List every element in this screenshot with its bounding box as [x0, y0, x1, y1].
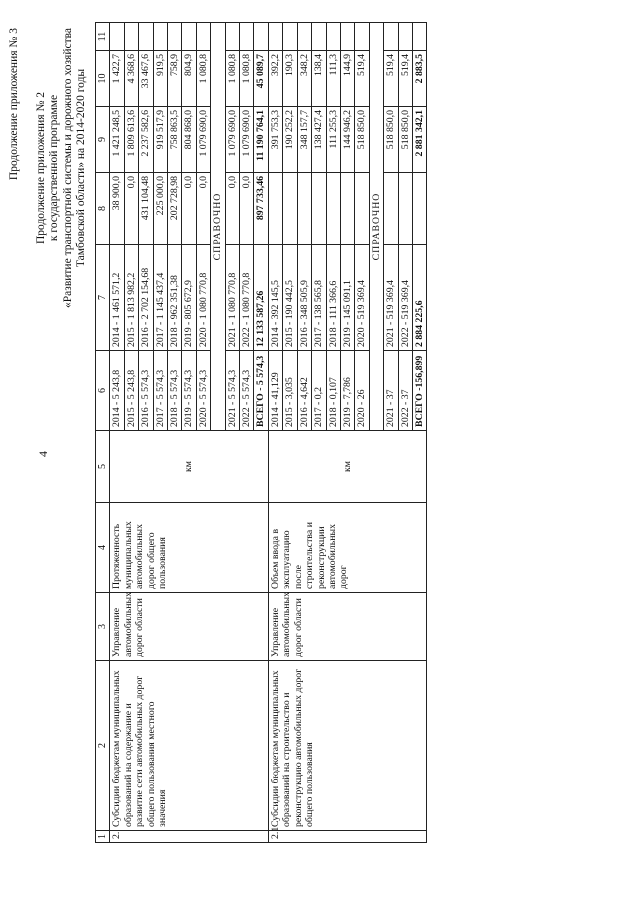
col-num: 3 — [96, 593, 110, 661]
extra-funding-cell — [268, 23, 282, 51]
total-funding-cell: 2 884 225,6 — [412, 245, 426, 351]
local-funding-cell: 144,9 — [340, 51, 354, 107]
federal-funding-cell: 225 000,0 — [153, 173, 167, 245]
indicator-value-cell: 2022 - 37 — [398, 351, 412, 431]
indicator-cell: Объем ввода в эксплуатацию после строительства и реконструкции автомобильных дорог — [268, 503, 426, 593]
total-funding-cell: 2015 - 1 813 982,2 — [124, 245, 138, 351]
extra-funding-cell — [110, 23, 124, 51]
total-funding-cell: 2014 - 392 145,5 — [268, 245, 282, 351]
federal-funding-cell — [398, 173, 412, 245]
local-funding-cell: 190,3 — [283, 51, 297, 107]
indicator-value-cell: 2021 - 5 574,3 — [225, 351, 239, 431]
regional-funding-cell: 1 079 690,0 — [196, 107, 210, 173]
measure-name-cell: Субсидии бюджетам муниципальных образований на строительство и реконструкцию автомобильных дорог общего пользования — [268, 661, 426, 831]
col-num: 8 — [96, 173, 110, 245]
total-funding-cell: 2016 - 348 505,9 — [297, 245, 311, 351]
indicator-value-cell: ВСЕГО -156,899 — [412, 351, 426, 431]
federal-funding-cell: 0,0 — [182, 173, 196, 245]
indicator-value-cell: 2018 - 5 574,3 — [168, 351, 182, 431]
federal-funding-cell: 431 104,48 — [139, 173, 153, 245]
header-line-2: Продолжение приложения № 2 — [35, 91, 48, 245]
extra-funding-cell — [384, 23, 398, 51]
regional-funding-cell: 391 753,3 — [268, 107, 282, 173]
extra-funding-cell — [340, 23, 354, 51]
federal-funding-cell: 38 900,0 — [110, 173, 124, 245]
col-num: 4 — [96, 503, 110, 593]
extra-funding-cell — [139, 23, 153, 51]
total-funding-cell: 2022 - 519 369,4 — [398, 245, 412, 351]
indicator-value-cell: 2022 - 5 574,3 — [240, 351, 254, 431]
regional-funding-cell: 1 079 690,0 — [240, 107, 254, 173]
regional-funding-cell: 2 237 582,6 — [139, 107, 153, 173]
federal-funding-cell: 0,0 — [196, 173, 210, 245]
regional-funding-cell: 348 157,7 — [297, 107, 311, 173]
header-line-1: Продолжение приложения № 3 — [8, 28, 20, 181]
col-num: 1 — [96, 831, 110, 843]
indicator-value-cell: 2015 - 5 243,8 — [124, 351, 138, 431]
total-funding-cell: 2017 - 138 565,8 — [312, 245, 326, 351]
indicator-value-cell: ВСЕГО - 5 574,3 — [254, 351, 268, 431]
total-funding-cell: 2014 - 1 461 571,2 — [110, 245, 124, 351]
local-funding-cell: 138,4 — [312, 51, 326, 107]
reference-label: СПРАВОЧНО — [211, 23, 225, 431]
local-funding-cell: 348,2 — [297, 51, 311, 107]
extra-funding-cell — [153, 23, 167, 51]
total-funding-cell: 2015 - 190 442,5 — [283, 245, 297, 351]
local-funding-cell: 4 368,6 — [124, 51, 138, 107]
col-num: 9 — [96, 107, 110, 173]
federal-funding-cell — [412, 173, 426, 245]
unit-cell: км — [268, 431, 426, 503]
extra-funding-cell — [168, 23, 182, 51]
extra-funding-cell — [355, 23, 369, 51]
col-num: 5 — [96, 431, 110, 503]
federal-funding-cell: 0,0 — [225, 173, 239, 245]
executor-cell: Управление автомобильных дорог области — [110, 593, 268, 661]
extra-funding-cell — [398, 23, 412, 51]
row-number-cell: 2.1 — [268, 831, 426, 843]
col-num: 2 — [96, 661, 110, 831]
local-funding-cell: 804,9 — [182, 51, 196, 107]
local-funding-cell: 919,5 — [153, 51, 167, 107]
regional-funding-cell: 919 517,9 — [153, 107, 167, 173]
regional-funding-cell: 2 881 342,1 — [412, 107, 426, 173]
local-funding-cell: 1 422,7 — [110, 51, 124, 107]
extra-funding-cell — [297, 23, 311, 51]
local-funding-cell: 758,9 — [168, 51, 182, 107]
col-num: 11 — [96, 23, 110, 51]
total-funding-cell: 2017 - 1 145 437,4 — [153, 245, 167, 351]
measure-name-cell: Субсидии бюджетам муниципальных образований на содержание и развитие сети автомобильных дорог общего пользования местного значения — [110, 661, 268, 831]
federal-funding-cell: 897 733,46 — [254, 173, 268, 245]
total-funding-cell: 2018 - 111 366,6 — [326, 245, 340, 351]
local-funding-cell: 519,4 — [355, 51, 369, 107]
local-funding-cell: 45 089,7 — [254, 51, 268, 107]
federal-funding-cell: 202 728,98 — [168, 173, 182, 245]
header-line-5: Тамбовской области» на 2014-2020 годы — [74, 68, 87, 268]
federal-funding-cell — [312, 173, 326, 245]
federal-funding-cell — [355, 173, 369, 245]
extra-funding-cell — [254, 23, 268, 51]
local-funding-cell: 519,4 — [384, 51, 398, 107]
local-funding-cell: 392,2 — [268, 51, 282, 107]
unit-cell: км — [110, 431, 268, 503]
federal-funding-cell — [340, 173, 354, 245]
regional-funding-cell: 1 421 248,5 — [110, 107, 124, 173]
indicator-value-cell: 2021 - 37 — [384, 351, 398, 431]
col-num: 7 — [96, 245, 110, 351]
regional-funding-cell: 190 252,2 — [283, 107, 297, 173]
extra-funding-cell — [326, 23, 340, 51]
regional-funding-cell: 804 868,0 — [182, 107, 196, 173]
table-row — [268, 23, 282, 843]
col-num: 10 — [96, 51, 110, 107]
executor-cell: Управление автомобильных дорог области — [268, 593, 426, 661]
indicator-value-cell: 2016 - 4,642 — [297, 351, 311, 431]
federal-funding-cell: 0,0 — [240, 173, 254, 245]
total-funding-cell: 2019 - 145 091,1 — [340, 245, 354, 351]
local-funding-cell: 1 080,8 — [196, 51, 210, 107]
col-num: 6 — [96, 351, 110, 431]
regional-funding-cell: 518 850,0 — [355, 107, 369, 173]
regional-funding-cell: 1 079 690,0 — [225, 107, 239, 173]
federal-funding-cell — [268, 173, 282, 245]
total-funding-cell: 2020 - 1 080 770,8 — [196, 245, 210, 351]
indicator-value-cell: 2016 - 5 574,3 — [139, 351, 153, 431]
local-funding-cell: 519,4 — [398, 51, 412, 107]
regional-funding-cell: 518 850,0 — [384, 107, 398, 173]
indicator-value-cell: 2017 - 5 574,3 — [153, 351, 167, 431]
regional-funding-cell: 138 427,4 — [312, 107, 326, 173]
federal-funding-cell — [283, 173, 297, 245]
extra-funding-cell — [196, 23, 210, 51]
indicator-value-cell: 2019 - 5 574,3 — [182, 351, 196, 431]
federal-funding-cell — [297, 173, 311, 245]
federal-funding-cell: 0,0 — [124, 173, 138, 245]
federal-funding-cell — [326, 173, 340, 245]
total-funding-cell: 2018 - 962 351,38 — [168, 245, 182, 351]
extra-funding-cell — [283, 23, 297, 51]
indicator-value-cell: 2017 - 0,2 — [312, 351, 326, 431]
total-funding-cell: 2020 - 519 369,4 — [355, 245, 369, 351]
regional-funding-cell: 144 946,2 — [340, 107, 354, 173]
local-funding-cell: 1 080,8 — [225, 51, 239, 107]
program-table — [95, 22, 427, 843]
local-funding-cell: 111,3 — [326, 51, 340, 107]
indicator-value-cell: 2019 - 7,786 — [340, 351, 354, 431]
indicator-cell: Протяженность муниципальных автомобильных дорог общего пользования — [110, 503, 268, 593]
indicator-value-cell: 2014 - 5 243,8 — [110, 351, 124, 431]
total-funding-cell: 2016 - 2 702 154,68 — [139, 245, 153, 351]
column-number-row — [96, 23, 110, 843]
local-funding-cell: 1 080,8 — [240, 51, 254, 107]
table-row — [110, 23, 124, 843]
extra-funding-cell — [240, 23, 254, 51]
page-number: 4 — [36, 451, 50, 457]
total-funding-cell: 2022 - 1 080 770,8 — [240, 245, 254, 351]
regional-funding-cell: 1 809 613,6 — [124, 107, 138, 173]
indicator-value-cell: 2015 - 3,035 — [283, 351, 297, 431]
reference-label: СПРАВОЧНО — [369, 23, 383, 431]
regional-funding-cell: 758 863,5 — [168, 107, 182, 173]
document-header — [8, 28, 88, 308]
total-funding-cell: 12 133 587,26 — [254, 245, 268, 351]
extra-funding-cell — [225, 23, 239, 51]
row-number-cell: 2. — [110, 831, 268, 843]
total-funding-cell: 2021 - 519 369,4 — [384, 245, 398, 351]
extra-funding-cell — [312, 23, 326, 51]
local-funding-cell: 33 467,6 — [139, 51, 153, 107]
indicator-value-cell: 2014 - 41,129 — [268, 351, 282, 431]
indicator-value-cell: 2020 - 26 — [355, 351, 369, 431]
local-funding-cell: 2 883,5 — [412, 51, 426, 107]
header-line-3: к государственной программе — [48, 94, 61, 242]
total-funding-cell: 2019 - 805 672,9 — [182, 245, 196, 351]
extra-funding-cell — [412, 23, 426, 51]
extra-funding-cell — [124, 23, 138, 51]
regional-funding-cell: 11 190 764,1 — [254, 107, 268, 173]
header-line-4: «Развитие транспортной системы и дорожного хозяйства — [61, 28, 74, 308]
indicator-value-cell: 2020 - 5 574,3 — [196, 351, 210, 431]
regional-funding-cell: 111 255,3 — [326, 107, 340, 173]
regional-funding-cell: 518 850,0 — [398, 107, 412, 173]
extra-funding-cell — [182, 23, 196, 51]
federal-funding-cell — [384, 173, 398, 245]
total-funding-cell: 2021 - 1 080 770,8 — [225, 245, 239, 351]
indicator-value-cell: 2018 - 0,107 — [326, 351, 340, 431]
